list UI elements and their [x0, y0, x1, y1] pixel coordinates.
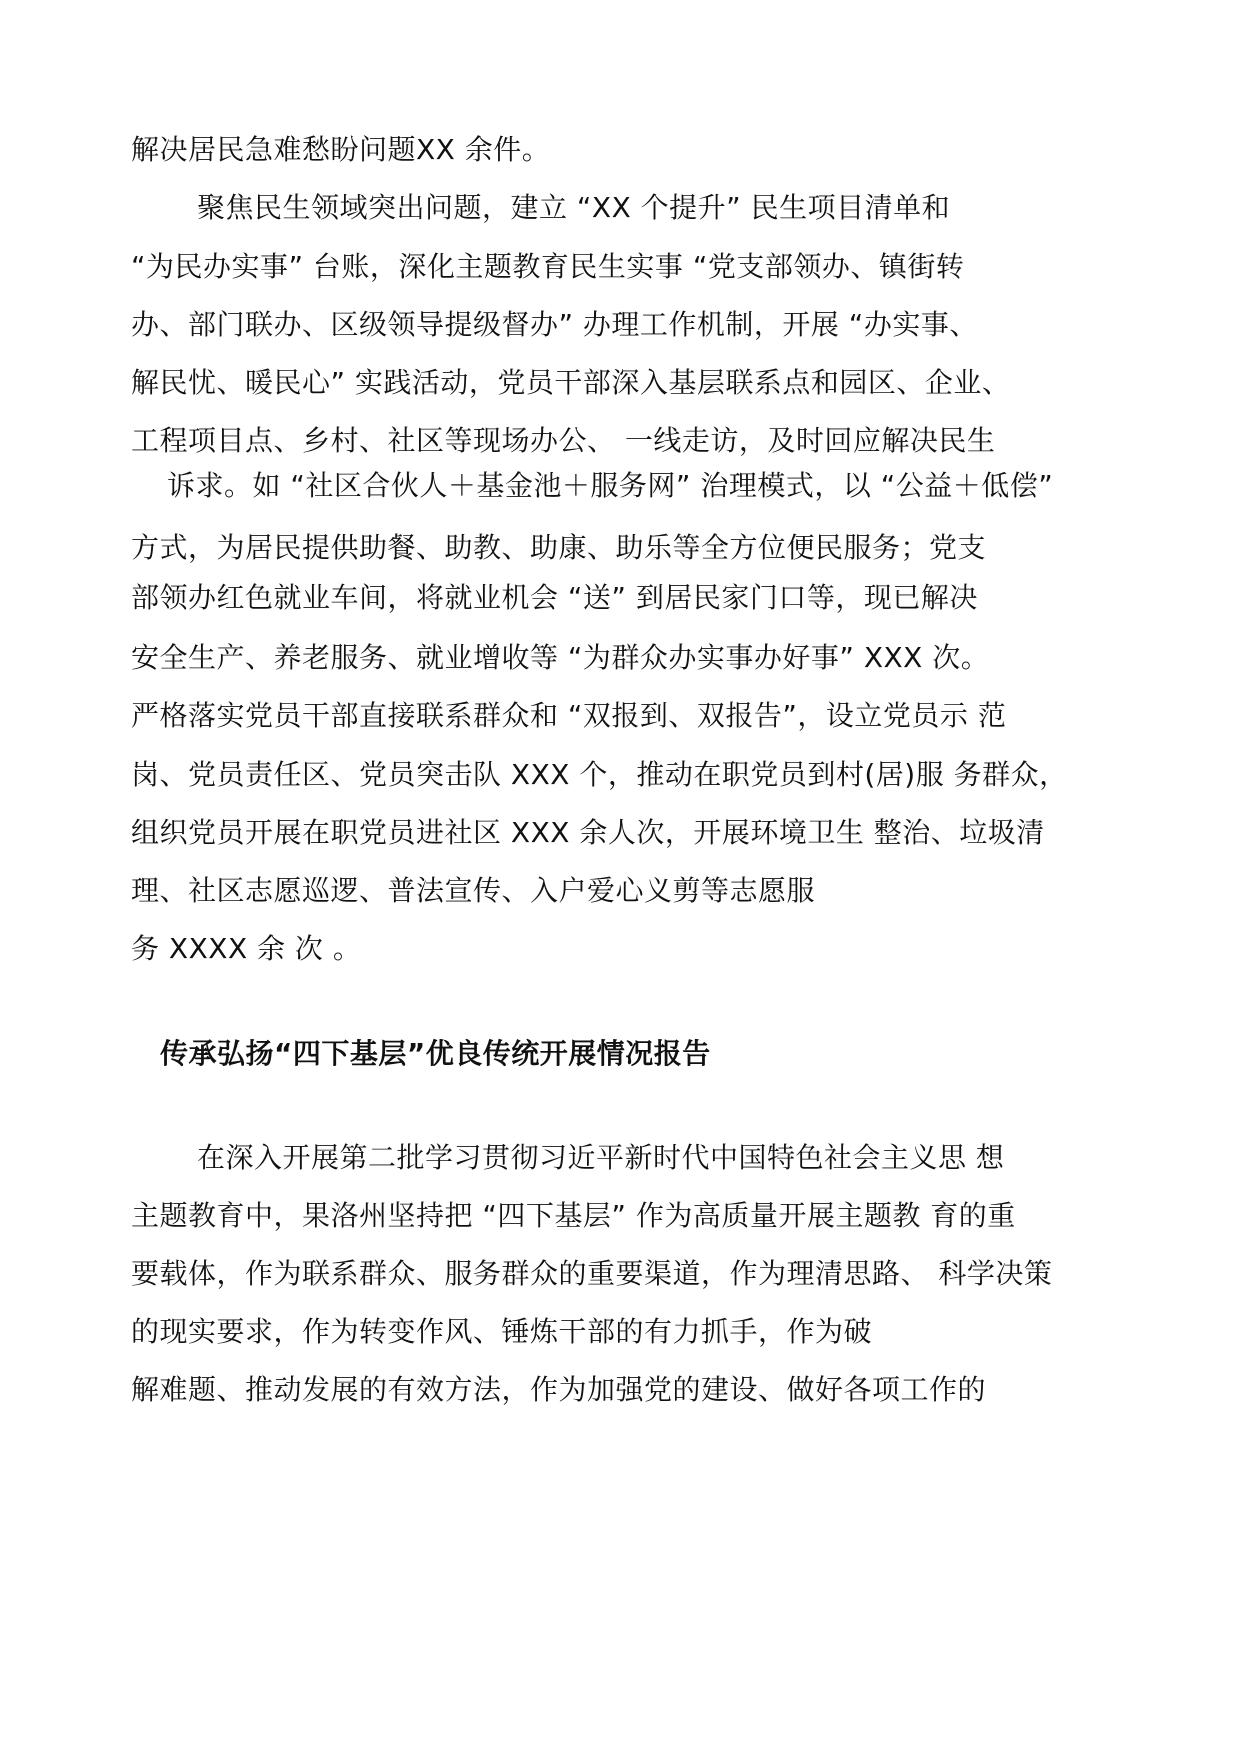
report-title: 传承弘扬“四下基层”优良传统开展情况报告 — [160, 1037, 711, 1070]
paragraph-line: 岗、党员责任区、党员突击队 XXX 个，推动在职党员到村(居)服 务群众， — [131, 758, 1068, 791]
paragraph-line: 解民忧、暖民心” 实践活动，党员干部深入基层联系点和园区、企业、 — [131, 366, 1011, 399]
paragraph-line: 主题教育中，果洛州坚持把 “四下基层” 作为高质量开展主题教 育的重 — [131, 1199, 1016, 1232]
paragraph-line: 解难题、推动发展的有效方法，作为加强党的建设、做好各项工作的 — [131, 1373, 987, 1406]
paragraph-line: 诉求。如 “社区合伙人＋基金池＋服务网” 治理模式，以 “公益＋低偿” — [167, 469, 1054, 502]
paragraph-line: 解决居民急难愁盼问题XX 余件。 — [131, 133, 551, 166]
paragraph-line: 组织党员开展在职党员进社区 XXX 余人次，开展环境卫生 整治、垃圾清 — [131, 816, 1045, 849]
paragraph-line: 严格落实党员干部直接联系群众和 “双报到、双报告”，设立党员示 范 — [131, 699, 1007, 732]
paragraph-line: 部领办红色就业车间，将就业机会 “送” 到居民家门口等，现已解决 — [131, 581, 978, 614]
paragraph-line: 办、部门联办、区级领导提级督办” 办理工作机制，开展 “办实事、 — [131, 308, 978, 341]
paragraph-line: 聚焦民生领域突出问题，建立 “XX 个提升” 民生项目清单和 — [197, 191, 951, 224]
paragraph-line: 工程项目点、乡村、社区等现场办公、 一线走访，及时回应解决民生 — [131, 424, 996, 457]
paragraph-line: 的现实要求，作为转变作风、锤炼干部的有力抓手，作为破 — [131, 1315, 873, 1348]
paragraph-line: 安全生产、养老服务、就业增收等 “为群众办实事办好事” XXX 次。 — [131, 641, 990, 674]
paragraph-line: 理、社区志愿巡逻、普法宣传、入户爱心义剪等志愿服 — [131, 874, 816, 907]
paragraph-line: 在深入开展第二批学习贯彻习近平新时代中国特色社会主义思 想 — [197, 1141, 1005, 1174]
paragraph-line: 务 XXXX 余 次 。 — [131, 932, 362, 965]
paragraph-line: “为民办实事” 台账，深化主题教育民生实事 “党支部领办、镇街转 — [131, 250, 965, 283]
paragraph-line: 要载体，作为联系群众、服务群众的重要渠道，作为理清思路、 科学决策 — [131, 1257, 1053, 1290]
paragraph-line: 方式，为居民提供助餐、助教、助康、助乐等全方位便民服务；党支 — [131, 531, 987, 564]
